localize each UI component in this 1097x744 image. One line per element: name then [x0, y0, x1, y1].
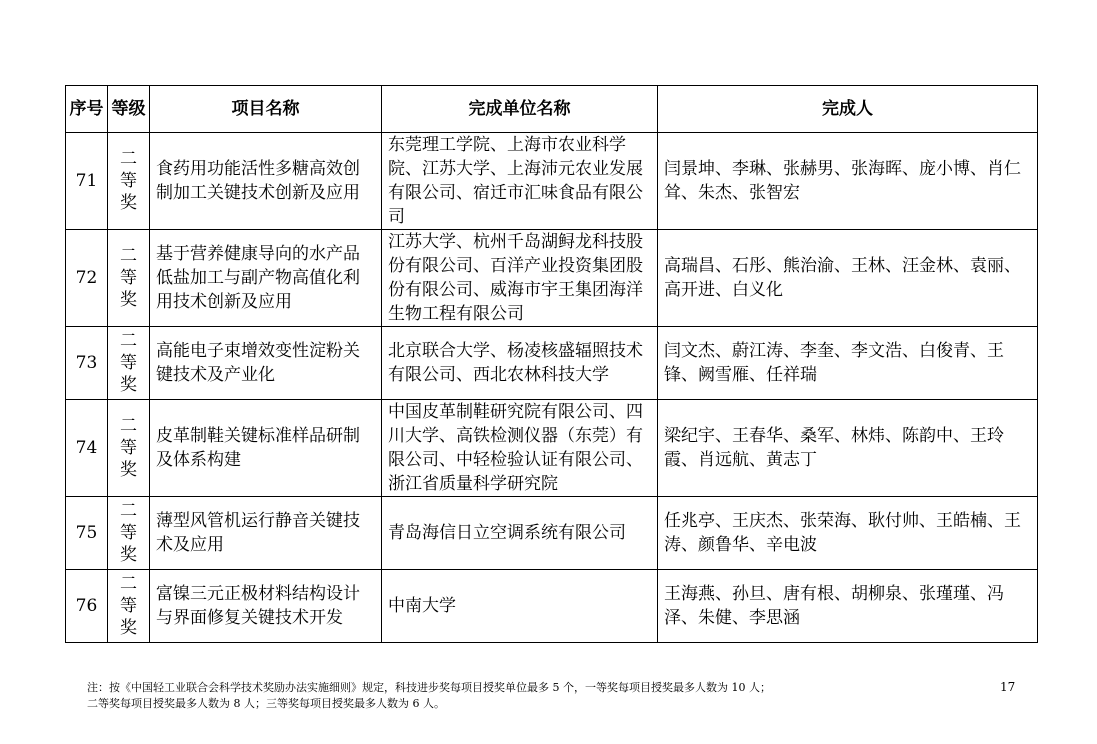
award-table — [65, 85, 1038, 643]
row-project: 食药用功能活性多糖高效创制加工关键技术创新及应用 — [150, 133, 382, 230]
row-no: 74 — [66, 400, 108, 497]
row-people: 闫景坤、李琳、张赫男、张海晖、庞小博、肖仁耸、朱杰、张智宏 — [658, 133, 1038, 230]
row-people: 闫文杰、蔚江涛、李奎、李文浩、白俊青、王锋、阙雪雁、任祥瑞 — [658, 327, 1038, 400]
row-project: 高能电子束增效变性淀粉关键技术及产业化 — [150, 327, 382, 400]
row-people: 梁纪宇、王春华、桑军、林炜、陈韵中、王玲霞、肖远航、黄志丁 — [658, 400, 1038, 497]
header-no: 序号 — [66, 86, 108, 133]
row-people: 王海燕、孙旦、唐有根、胡柳泉、张瑾瑾、冯泽、朱健、李思涵 — [658, 570, 1038, 643]
row-units: 江苏大学、杭州千岛湖鲟龙科技股份有限公司、百洋产业投资集团股份有限公司、威海市宇王集团海洋生物工程有限公司 — [382, 230, 658, 327]
table-row — [66, 497, 1038, 570]
footnote — [87, 680, 867, 712]
row-units: 北京联合大学、杨凌核盛辐照技术有限公司、西北农林科技大学 — [382, 327, 658, 400]
table-row — [66, 327, 1038, 400]
row-grade: 二等奖 — [108, 230, 150, 327]
header-row — [66, 86, 1038, 133]
row-no: 71 — [66, 133, 108, 230]
row-no: 73 — [66, 327, 108, 400]
page-number: 17 — [1000, 680, 1016, 694]
row-project: 基于营养健康导向的水产品低盐加工与副产物高值化利用技术创新及应用 — [150, 230, 382, 327]
row-units: 中南大学 — [382, 570, 658, 643]
row-no: 75 — [66, 497, 108, 570]
row-project: 薄型风管机运行静音关键技术及应用 — [150, 497, 382, 570]
table-row — [66, 570, 1038, 643]
table-row — [66, 400, 1038, 497]
row-grade: 二等奖 — [108, 327, 150, 400]
footnote-line: 二等奖每项目授奖最多人数为 8 人；三等奖每项目授奖最多人数为 6 人。 — [87, 697, 445, 710]
footnote-line: 注：按《中国轻工业联合会科学技术奖励办法实施细则》规定，科技进步奖每项目授奖单位最多 5 个，一等奖每项目授奖最多人数为 10 人； — [87, 681, 771, 694]
header-units: 完成单位名称 — [382, 86, 658, 133]
header-people: 完成人 — [658, 86, 1038, 133]
row-grade: 二等奖 — [108, 133, 150, 230]
row-people: 任兆亭、王庆杰、张荣海、耿付帅、王皓楠、王涛、颜鲁华、辛电波 — [658, 497, 1038, 570]
row-project: 富镍三元正极材料结构设计与界面修复关键技术开发 — [150, 570, 382, 643]
row-grade: 二等奖 — [108, 400, 150, 497]
row-units: 青岛海信日立空调系统有限公司 — [382, 497, 658, 570]
row-no: 76 — [66, 570, 108, 643]
table-row — [66, 230, 1038, 327]
row-grade: 二等奖 — [108, 497, 150, 570]
header-project: 项目名称 — [150, 86, 382, 133]
table-row — [66, 133, 1038, 230]
row-units: 中国皮革制鞋研究院有限公司、四川大学、高铁检测仪器（东莞）有限公司、中轻检验认证有限公司、浙江省质量科学研究院 — [382, 400, 658, 497]
row-units: 东莞理工学院、上海市农业科学院、江苏大学、上海沛元农业发展有限公司、宿迁市汇味食品有限公司 — [382, 133, 658, 230]
row-people: 高瑞昌、石彤、熊治渝、王林、汪金林、袁丽、高开进、白义化 — [658, 230, 1038, 327]
row-no: 72 — [66, 230, 108, 327]
header-grade: 等级 — [108, 86, 150, 133]
row-project: 皮革制鞋关键标准样品研制及体系构建 — [150, 400, 382, 497]
row-grade: 二等奖 — [108, 570, 150, 643]
